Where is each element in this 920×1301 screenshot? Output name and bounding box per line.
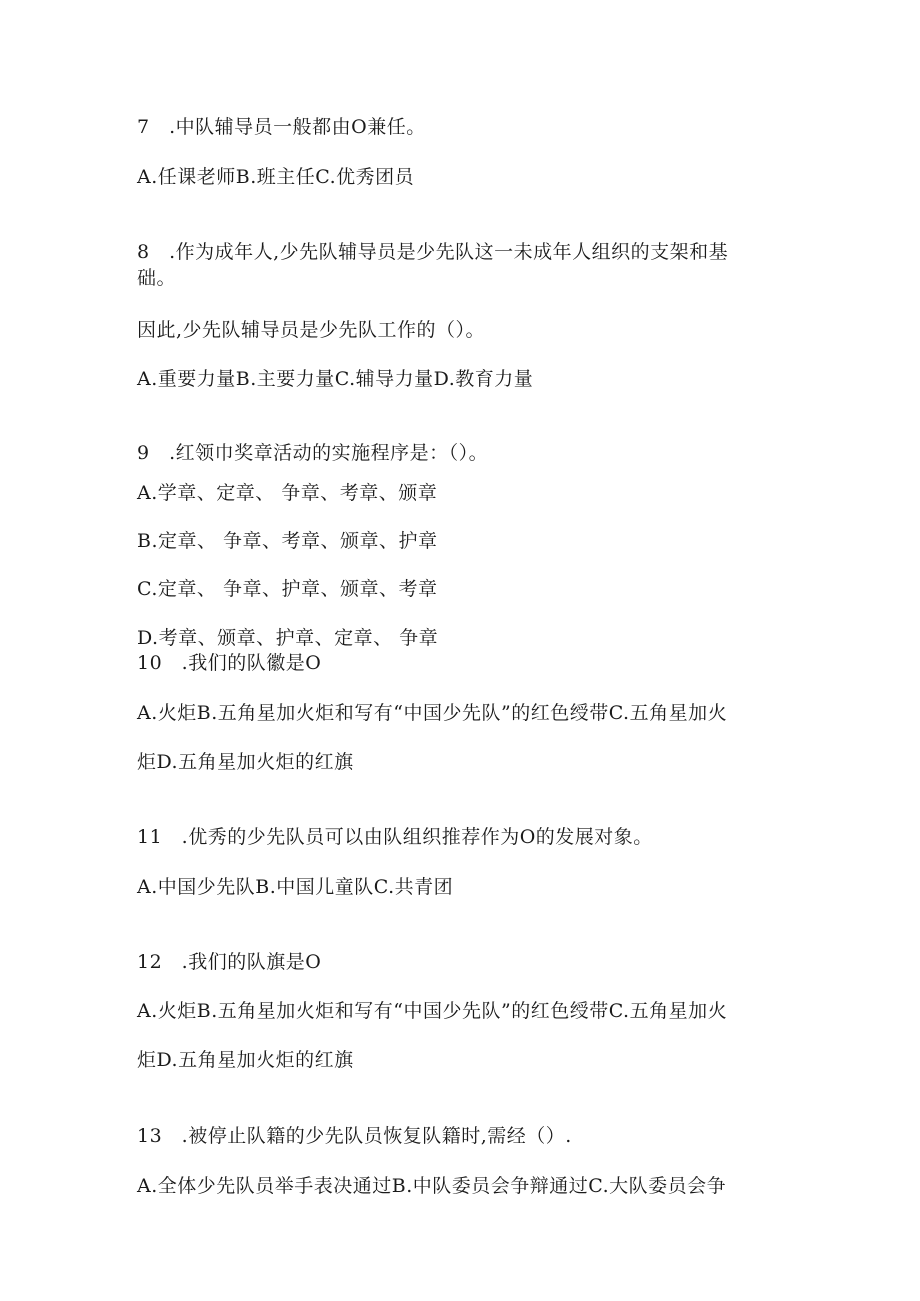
question-12-options-line-2: 炬D.五角星加火炬的红旗: [137, 1049, 354, 1071]
question-10-options-line-2: 炬D.五角星加火炬的红旗: [137, 751, 354, 773]
question-11-text: 11 .优秀的少先队员可以由队组织推荐作为O的发展对象。: [137, 826, 653, 848]
question-9-option-c: C.定章、 争章、护章、颁章、考章: [137, 578, 438, 600]
question-12-text: 12 .我们的队旗是O: [137, 951, 322, 973]
question-12-options-line-1: A.火炬B.五角星加火炬和写有“中国少先队”的红色绶带C.五角星加火: [137, 1000, 728, 1022]
question-8-text-line-3: 因此,少先队辅导员是少先队工作的（）。: [137, 319, 486, 341]
question-13-text: 13 .被停止队籍的少先队员恢复队籍时,需经（）.: [137, 1125, 572, 1147]
question-8-text-line-1: 8 .作为成年人,少先队辅导员是少先队这一未成年人组织的支架和基: [137, 241, 729, 263]
question-7-text: 7 .中队辅导员一般都由O兼任。: [137, 116, 426, 138]
question-8-options: A.重要力量B.主要力量C.辅导力量D.教育力量: [137, 368, 534, 390]
question-9-option-d: D.考章、颁章、护章、定章、 争章: [137, 627, 439, 649]
question-8-text-line-2: 础。: [137, 267, 177, 289]
question-10-options-line-1: A.火炬B.五角星加火炬和写有“中国少先队”的红色绶带C.五角星加火: [137, 702, 728, 724]
question-9-option-a: A.学章、定章、 争章、考章、颁章: [137, 482, 438, 504]
question-9-option-b: B.定章、 争章、考章、颁章、护章: [137, 530, 438, 552]
question-9-text: 9 .红领巾奖章活动的实施程序是：（）。: [137, 442, 489, 464]
question-7-options: A.任课老师B.班主任C.优秀团员: [137, 166, 415, 188]
question-13-options: A.全体少先队员举手表决通过B.中队委员会争辩通过C.大队委员会争: [137, 1175, 727, 1197]
question-10-text: 10 .我们的队徽是O: [137, 652, 322, 674]
question-11-options: A.中国少先队B.中国儿童队C.共青团: [137, 876, 454, 898]
